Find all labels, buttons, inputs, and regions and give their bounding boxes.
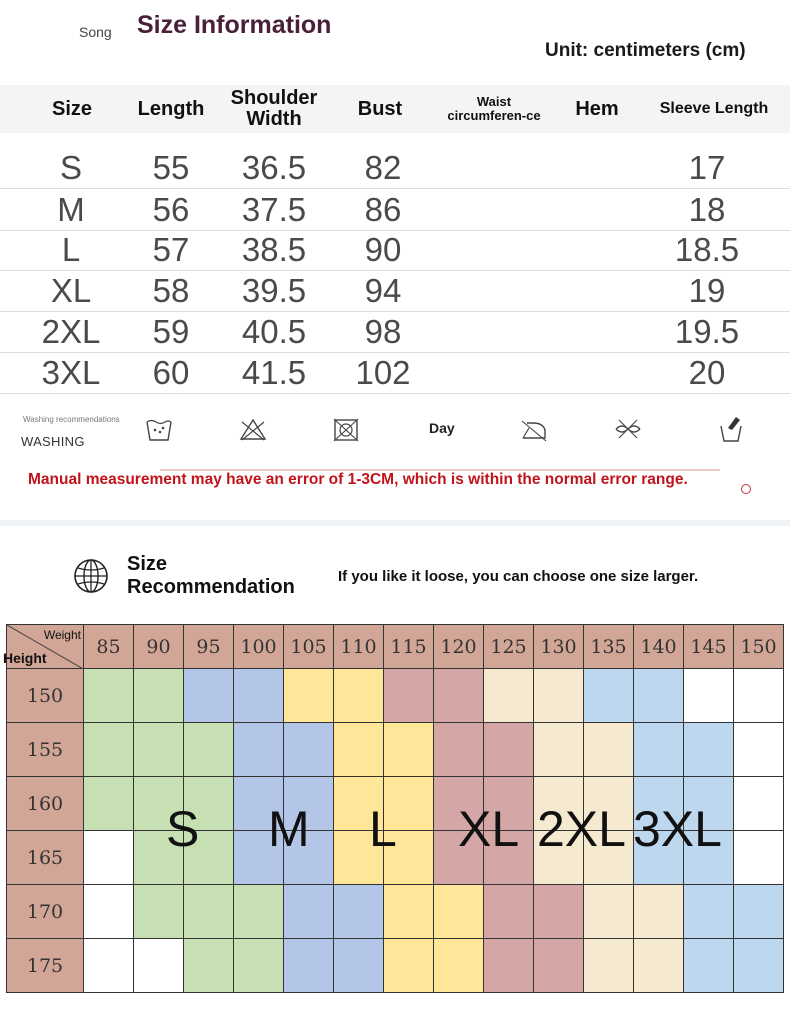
washing-label: WASHING — [21, 434, 85, 449]
size-grid-cell — [734, 669, 784, 723]
size-cell: M — [57, 191, 85, 228]
col-waist: Waist circumferen-ce — [447, 94, 541, 123]
length-cell: 60 — [152, 354, 190, 391]
weight-header-cell: 115 — [384, 624, 434, 669]
length-cell: 58 — [152, 272, 190, 309]
recommendation-title-line2: Recommendation — [127, 576, 295, 598]
waist-cell — [442, 230, 546, 270]
waist-cell — [442, 312, 546, 352]
height-axis-label: Height — [3, 650, 47, 666]
size-grid-cell — [284, 939, 334, 993]
shoulder-cell: 40.5 — [241, 313, 307, 350]
size-grid-cell — [484, 723, 534, 777]
shoulder-cell: 38.5 — [241, 231, 307, 268]
size-label-l: L — [369, 801, 397, 857]
size-grid-cell — [284, 723, 334, 777]
bust-cell: 86 — [364, 191, 402, 228]
sleeve-cell: 20 — [688, 354, 726, 391]
weight-header-cell: 125 — [484, 624, 534, 669]
size-grid-cell — [534, 723, 584, 777]
hang-dry-icon — [716, 414, 746, 444]
weight-header-cell: 150 — [734, 624, 784, 669]
recommendation-title — [127, 553, 295, 599]
size-grid-cell — [684, 723, 734, 777]
hem-cell — [560, 190, 634, 230]
size-row — [0, 230, 790, 271]
size-grid-cell — [484, 939, 534, 993]
size-grid-cell — [234, 669, 284, 723]
size-grid-cell — [734, 885, 784, 939]
size-grid-cell — [734, 777, 784, 831]
size-grid-cell — [134, 669, 184, 723]
bust-cell: 90 — [364, 231, 402, 268]
height-header-cell: 155 — [6, 723, 84, 777]
waist-cell — [442, 353, 546, 393]
size-grid-cell — [84, 723, 134, 777]
shoulder-cell: 39.5 — [241, 272, 307, 309]
size-grid-cell — [584, 885, 634, 939]
size-grid-cell — [184, 723, 234, 777]
weight-header-cell: 130 — [534, 624, 584, 669]
length-cell: 56 — [152, 191, 190, 228]
weight-header-cell: 140 — [634, 624, 684, 669]
weight-header-cell: 120 — [434, 624, 484, 669]
size-grid-cell — [734, 723, 784, 777]
size-label-xl: XL — [458, 801, 520, 857]
size-grid-cell — [184, 885, 234, 939]
size-row — [0, 312, 790, 353]
size-grid-cell — [584, 669, 634, 723]
length-cell: 57 — [152, 231, 190, 268]
sleeve-cell: 19.5 — [674, 313, 740, 350]
weight-header-cell: 110 — [334, 624, 384, 669]
size-grid-cell — [584, 939, 634, 993]
height-header-cell: 150 — [6, 669, 84, 723]
size-grid-cell — [334, 939, 384, 993]
size-grid-cell — [584, 723, 634, 777]
height-header-cell: 165 — [6, 831, 84, 885]
size-grid-cell — [384, 885, 434, 939]
size-grid-cell — [684, 939, 734, 993]
size-grid-cell — [384, 939, 434, 993]
col-length: Length — [137, 97, 205, 120]
size-grid-cell — [634, 939, 684, 993]
size-row — [0, 271, 790, 312]
sleeve-cell: 18.5 — [674, 231, 740, 268]
page-title: Size Information — [137, 11, 332, 39]
size-grid-cell — [334, 885, 384, 939]
measurement-warning: Manual measurement may have an error of 1-3CM, which is within the normal error range. — [28, 471, 688, 488]
waist-cell — [442, 190, 546, 230]
size-label-m: M — [268, 801, 310, 857]
weight-header-cell: 85 — [84, 624, 134, 669]
size-grid-cell — [384, 723, 434, 777]
size-grid-cell — [684, 669, 734, 723]
size-grid-cell — [234, 885, 284, 939]
size-grid-cell — [84, 939, 134, 993]
size-grid-cell — [734, 831, 784, 885]
weight-header-cell: 105 — [284, 624, 334, 669]
col-hem: Hem — [575, 97, 619, 120]
size-grid-cell — [684, 885, 734, 939]
size-row — [0, 353, 790, 394]
size-grid-cell — [234, 723, 284, 777]
size-grid-cell — [284, 885, 334, 939]
brand-label: Song — [79, 24, 112, 40]
iron-icon — [519, 414, 549, 444]
sleeve-cell: 19 — [688, 272, 726, 309]
size-grid-cell — [184, 939, 234, 993]
sleeve-cell: 17 — [688, 149, 726, 186]
bust-cell: 94 — [364, 272, 402, 309]
decoration-dot — [741, 484, 751, 494]
bust-cell: 102 — [355, 354, 411, 391]
size-label-3xl: 3XL — [633, 801, 722, 857]
shoulder-cell: 36.5 — [241, 149, 307, 186]
size-grid-cell — [634, 669, 684, 723]
globe-icon — [73, 558, 109, 594]
col-bust: Bust — [357, 97, 403, 120]
hem-cell — [560, 230, 634, 270]
bust-cell: 98 — [364, 313, 402, 350]
bust-cell: 82 — [364, 149, 402, 186]
sleeve-cell: 18 — [688, 191, 726, 228]
weight-header-cell: 145 — [684, 624, 734, 669]
size-grid-cell — [134, 723, 184, 777]
height-header-cell: 175 — [6, 939, 84, 993]
section-divider — [0, 520, 790, 526]
size-cell: 3XL — [41, 354, 101, 391]
washing-day-label: Day — [429, 420, 455, 436]
size-grid-cell — [84, 885, 134, 939]
size-grid-cell — [384, 669, 434, 723]
grid-corner-cell — [3, 624, 84, 669]
size-cell: XL — [50, 272, 92, 309]
hem-cell — [560, 312, 634, 352]
weight-header-cell: 95 — [184, 624, 234, 669]
weight-axis-label: Weight — [43, 628, 81, 642]
size-grid-cell — [434, 723, 484, 777]
size-grid-cell — [84, 777, 134, 831]
size-grid-cell — [534, 885, 584, 939]
size-grid-cell — [334, 723, 384, 777]
waist-cell — [442, 271, 546, 311]
height-header-cell: 160 — [6, 777, 84, 831]
size-cell: L — [61, 231, 81, 268]
size-grid-cell — [434, 669, 484, 723]
size-grid-cell — [484, 885, 534, 939]
size-grid-cell — [634, 723, 684, 777]
no-tumble-dry-icon — [331, 414, 361, 444]
weight-header-cell: 90 — [134, 624, 184, 669]
weight-header-cell: 135 — [584, 624, 634, 669]
col-sleeve-length: Sleeve Length — [659, 99, 769, 117]
size-grid-cell — [184, 669, 234, 723]
size-grid-cell — [84, 831, 134, 885]
size-grid-cell — [284, 669, 334, 723]
size-grid-cell — [534, 939, 584, 993]
size-grid-cell — [234, 939, 284, 993]
size-grid-cell — [434, 939, 484, 993]
hem-cell — [560, 148, 634, 188]
recommendation-title-line1: Size — [127, 553, 168, 575]
size-grid-cell — [334, 669, 384, 723]
recommendation-note: If you like it loose, you can choose one size larger. — [338, 568, 699, 585]
size-recommendation-grid — [3, 624, 784, 992]
no-dry-clean-icon — [613, 414, 643, 444]
size-grid-cell — [484, 669, 534, 723]
size-cell: 2XL — [41, 313, 101, 350]
size-row — [0, 148, 790, 189]
col-size: Size — [51, 97, 93, 120]
waist-cell — [442, 148, 546, 188]
size-label-2xl: 2XL — [537, 801, 626, 857]
length-cell: 59 — [152, 313, 190, 350]
size-label-s: S — [166, 801, 200, 857]
shoulder-cell: 41.5 — [241, 354, 307, 391]
size-grid-cell — [534, 669, 584, 723]
size-grid-cell — [434, 885, 484, 939]
washing-recommendations-label: Washing recommendations — [23, 415, 120, 424]
weight-header-cell: 100 — [234, 624, 284, 669]
height-header-cell: 170 — [6, 885, 84, 939]
size-row — [0, 190, 790, 231]
size-grid-cell — [134, 939, 184, 993]
length-cell: 55 — [152, 149, 190, 186]
hem-cell — [560, 271, 634, 311]
col-shoulder-width: Shoulder Width — [230, 87, 318, 130]
hem-cell — [560, 353, 634, 393]
size-cell: S — [59, 149, 82, 186]
unit-label: Unit: centimeters (cm) — [545, 40, 746, 61]
hand-wash-icon — [144, 414, 174, 444]
size-grid-cell — [634, 885, 684, 939]
no-bleach-icon — [238, 414, 268, 444]
size-grid-cell — [734, 939, 784, 993]
shoulder-cell: 37.5 — [241, 191, 307, 228]
size-grid-cell — [84, 669, 134, 723]
size-table-header — [0, 85, 790, 133]
size-grid-cell — [134, 885, 184, 939]
